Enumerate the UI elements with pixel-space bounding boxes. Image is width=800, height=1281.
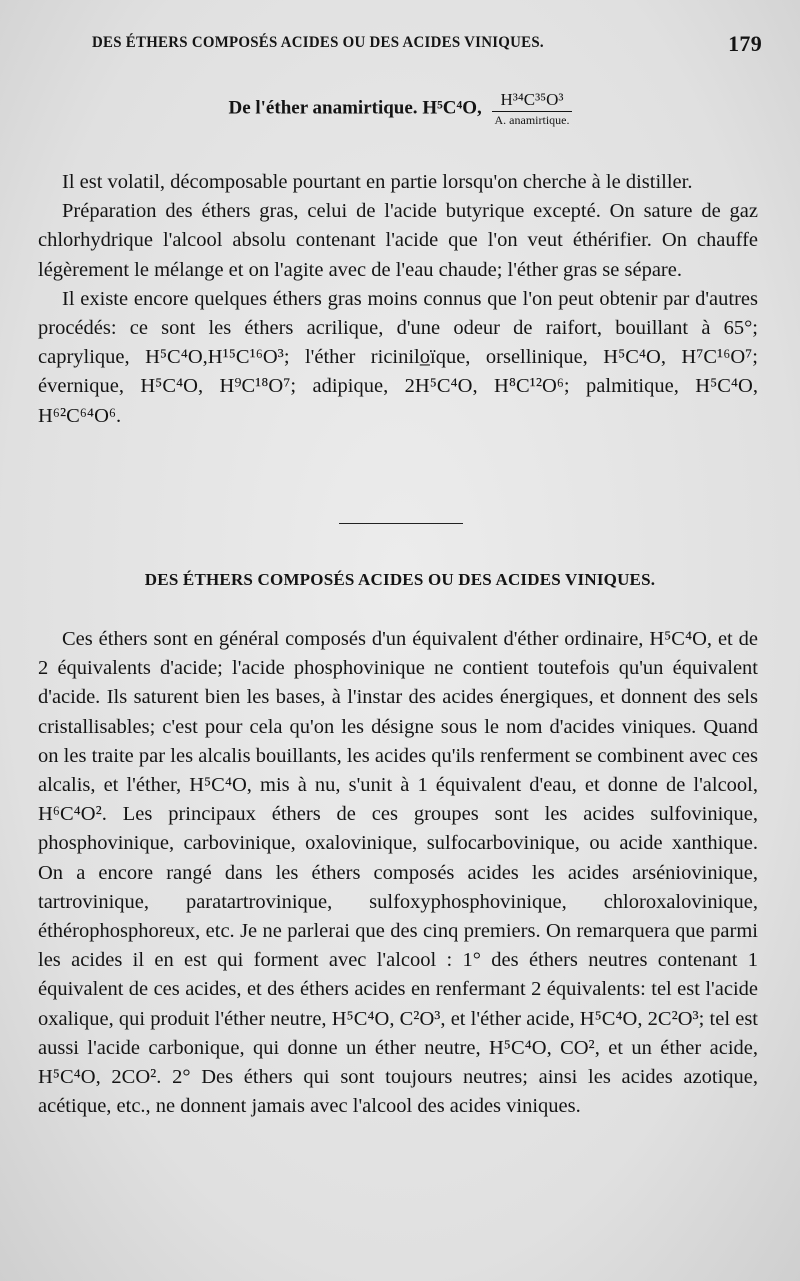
fraction-numerator: H³⁴C³⁵O³ bbox=[492, 90, 571, 112]
formula-fraction bbox=[492, 90, 571, 128]
section-divider bbox=[339, 523, 463, 524]
running-title: DES ÉTHERS COMPOSÉS ACIDES OU DES ACIDES VINIQUES. bbox=[92, 34, 544, 51]
formula-heading-formula: H⁵C⁴O, bbox=[422, 97, 482, 119]
section-title: DES ÉTHERS COMPOSÉS ACIDES OU DES ACIDES VINIQUES. bbox=[144, 570, 656, 589]
running-header bbox=[92, 31, 762, 56]
fraction-denominator: A. anamirtique. bbox=[494, 113, 570, 127]
paragraph: Il est volatil, décomposable pourtant en partie lorsqu'on cherche à le distiller. bbox=[62, 171, 693, 193]
formula-heading bbox=[0, 90, 800, 128]
paragraph: Il existe encore quelques éthers gras moins connus que l'on peut obtenir par d'autres procédés: ce sont les éthers acrilique, d'une odeur de raifort, bouillant à 65°; caprylique, H⁵C⁴O,H¹⁵C¹⁶O³; l'éther ricinilo̲ïque, orsellinique, H⁵C⁴O, H⁷C¹⁶O⁷; évernique, H⁵C⁴O, H⁹C¹⁸O⁷; adipique, 2H⁵C⁴O, H⁸C¹²O⁶; palmitique, H⁵C⁴O, H⁶²C⁶⁴O⁶. bbox=[38, 287, 758, 427]
page-number: 179 bbox=[728, 31, 762, 56]
bottom-text-block bbox=[38, 625, 758, 1121]
top-text-block bbox=[38, 168, 758, 431]
paragraph: Préparation des éthers gras, celui de l'acide butyrique excepté. On sature de gaz chlorhydrique l'alcool absolu contenant l'acide que l'on veut éthérifier. On chauffe légèrement le mélange et on l'agite avec de l'eau chaude; l'éther gras se sépare. bbox=[38, 200, 758, 281]
paragraph: Ces éthers sont en général composés d'un équivalent d'éther ordinaire, H⁵C⁴O, et de 2 équivalents d'acide; l'acide phosphovinique ne contient toutefois qu'un équivalent d'acide. Ils saturent bien les bases, à l'instar des acides énergiques, et donnent des sels cristallisables; c'est pour cela qu'on les désigne sous le nom d'acides viniques. Quand on les traite par les alcalis bouillants, les acides qu'ils renferment se combinent avec ces alcalis, et l'éther, H⁵C⁴O, mis à nu, s'unit à 1 équivalent d'eau, et donne de l'alcool, H⁶C⁴O². Les principaux éthers de ces groupes sont les acides sulfovinique, phosphovinique, carbovinique, oxalovinique, sulfocarbovinique, ou acide xanthique. On a encore rangé dans les éthers composés acides les acides arséniovinique, tartrovinique, paratartrovinique, sulfoxyphosphovinique, chloroxalovinique, éthérophosphoreux, etc. Je ne parlerai que des cinq premiers. On remarquera que parmi les acides il en est qui forment avec l'alcool : 1° des éthers neutres contenant 1 équivalent de ces acides, et des éthers acides en renfermant 2 équivalents: tel est l'acide oxalique, qui produit l'éther neutre, H⁵C⁴O, C²O³, et l'éther acide, H⁵C⁴O, 2C²O³; tel est aussi l'acide carbonique, qui donne un éther neutre, H⁵C⁴O, CO², et un éther acide, H⁵C⁴O, 2CO². 2° Des éthers qui sont toujours neutres; ainsi les acides azotique, acétique, etc., ne donnent jamais avec l'alcool des acides viniques. bbox=[38, 628, 758, 1118]
formula-heading-label: De l'éther anamirtique. bbox=[228, 97, 418, 119]
